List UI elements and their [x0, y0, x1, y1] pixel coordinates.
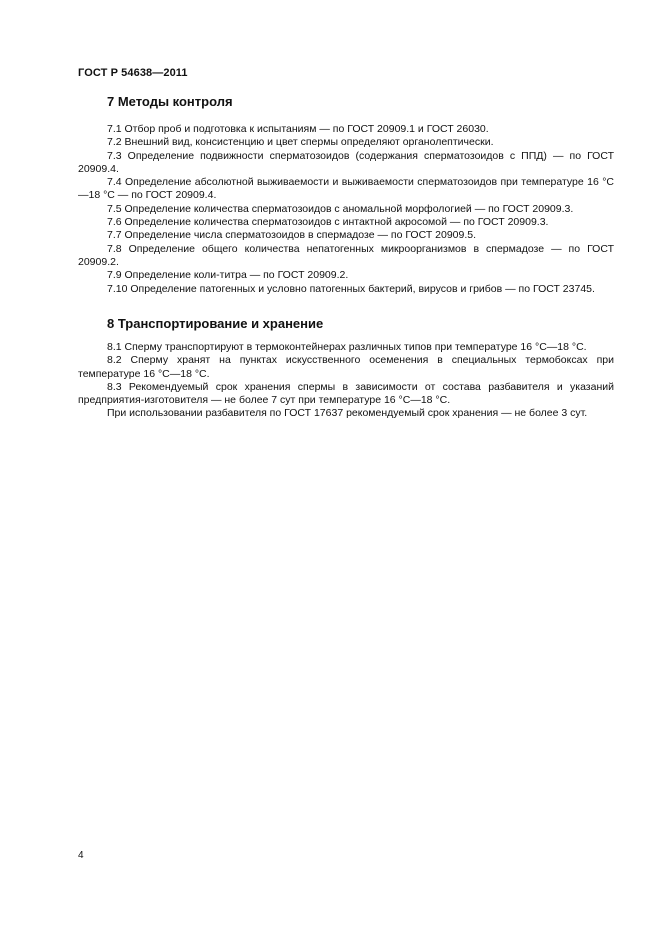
- paragraph-7-2: 7.2 Внешний вид, консистенцию и цвет спермы определяют органолептически.: [107, 136, 494, 149]
- paragraph-8-3: 8.3 Рекомендуемый срок хранения спермы в зависимости от состава разбавителя и указаний предприятия-изготовителя — не более 7 сут при температуре 16 °С—18 °С.: [78, 380, 614, 407]
- document-code-header: ГОСТ Р 54638—2011: [78, 67, 188, 79]
- paragraph-7-7: 7.7 Определение числа сперматозоидов в спермадозе — по ГОСТ 20909.5.: [107, 229, 477, 242]
- page-number: 4: [78, 850, 84, 861]
- section-7-title: 7 Методы контроля: [107, 94, 233, 109]
- paragraph-7-10: 7.10 Определение патогенных и условно патогенных бактерий, вирусов и грибов — по ГОСТ 23745.: [107, 282, 595, 295]
- paragraph-7-4: 7.4 Определение абсолютной выживаемости и выживаемости сперматозоидов при температуре 16 °С—18 °С — по ГОСТ 20909.4.: [78, 176, 614, 202]
- paragraph-7-9: 7.9 Определение коли-титра — по ГОСТ 20909.2.: [107, 269, 349, 282]
- section-7-content: [78, 123, 614, 296]
- paragraph-8-2: 8.2 Сперму хранят на пунктах искусственного осеменения в специальных термобоксах при температуре 16 °С—18 °С.: [78, 354, 614, 380]
- paragraph-8-1: 8.1 Сперму транспортируют в термоконтейнерах различных типов при температуре 16 °С—18 °С.: [107, 341, 587, 353]
- paragraph-8-3-note: При использовании разбавителя по ГОСТ 17637 рекомендуемый срок хранения — не более 3 сут.: [107, 407, 588, 420]
- paragraph-7-5: 7.5 Определение количества сперматозоидов с аномальной морфологией — по ГОСТ 20909.3.: [107, 202, 574, 215]
- paragraph-7-8: 7.8 Определение общего количества непатогенных микроорганизмов в спермадозе — по ГОСТ 20909.2.: [78, 242, 614, 268]
- section-8-title: 8 Транспортирование и хранение: [107, 316, 324, 331]
- paragraph-7-6: 7.6 Определение количества сперматозоидов с интактной акросомой — по ГОСТ 20909.3.: [107, 216, 549, 229]
- section-8-content: [78, 341, 614, 421]
- paragraph-7-1: 7.1 Отбор проб и подготовка к испытаниям — по ГОСТ 20909.1 и ГОСТ 26030.: [107, 123, 489, 135]
- paragraph-7-3: 7.3 Определение подвижности сперматозоидов (содержания сперматозоидов с ППД) — по ГОСТ 20909.4.: [78, 149, 614, 175]
